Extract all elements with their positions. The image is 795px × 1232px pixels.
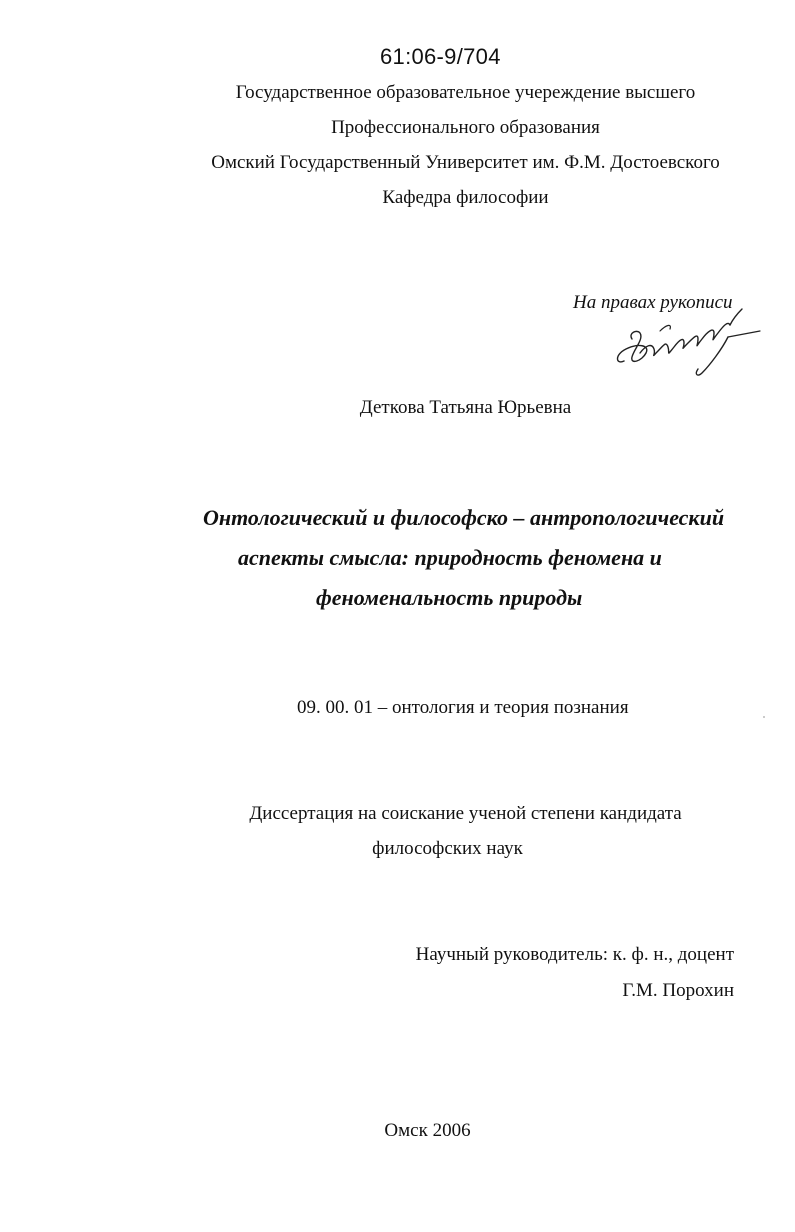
title-line-3: феноменальность природы [316, 585, 583, 610]
dissertation-line-2: философских наук [372, 838, 523, 859]
registry-number: 61:06-9/704 [380, 44, 501, 69]
scan-speck [763, 716, 765, 718]
institution-line-2: Профессионального образования [331, 117, 600, 138]
signature-image [610, 303, 770, 383]
city-year: Омск 2006 [384, 1120, 471, 1141]
author-name: Деткова Татьяна Юрьевна [359, 397, 572, 418]
institution-line-1: Государственное образовательное учереждение высшего [235, 82, 696, 103]
advisor-line-1: Научный руководитель: к. ф. н., доцент [415, 944, 734, 965]
title-line-2: аспекты смысла: природность феномена и [238, 545, 662, 570]
advisor-name: Г.М. Порохин [622, 980, 734, 1001]
institution-line-3: Омский Государственный Университет им. Ф.М. Достоевского [211, 152, 720, 173]
specialty-code: 09. 00. 01 – онтология и теория познания [297, 697, 629, 718]
title-line-1: Онтологический и философско – антропологический [203, 505, 725, 530]
department: Кафедра философии [382, 187, 549, 208]
dissertation-line-1: Диссертация на соискание ученой степени кандидата [249, 803, 682, 824]
manuscript-rights: На правах рукописи [573, 292, 733, 313]
